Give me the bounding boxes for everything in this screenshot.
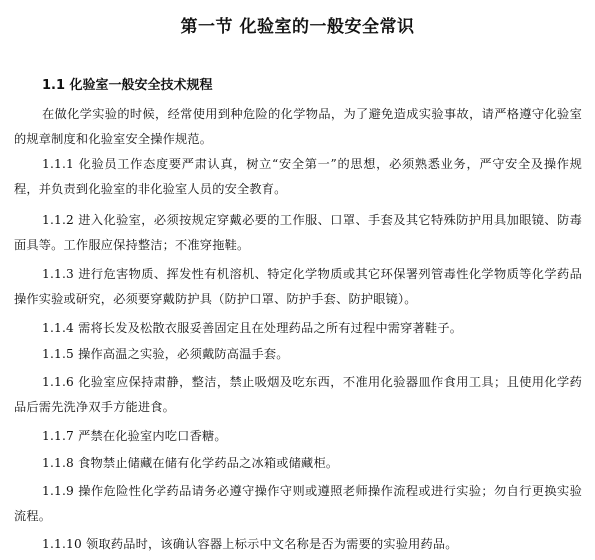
rule-1-1-8: 1.1.8 食物禁止储藏在储有化学药品之冰箱或储藏柜。 (42, 456, 339, 470)
rule-1-1-10: 1.1.10 领取药品时，该确认容器上标示中文名称是否为需要的实验用药品。 (42, 537, 458, 551)
rule-1-1-9: 1.1.9 操作危险性化学药品请务必遵守操作守则或遵照老师操作流程或进行实验；勿自行更换实验流程。 (14, 484, 582, 523)
rule-1-1-1: 1.1.1 化验员工作态度要严肃认真，树立“安全第一”的思想，必须熟悉业务，严守安全及操作规程，并负责到化验室的非化验室人员的安全教育。 (14, 157, 582, 196)
section-heading: 1.1 化验室一般安全技术规程 (42, 78, 213, 93)
rule-1-1-6: 1.1.6 化验室应保持肃静，整洁，禁止吸烟及吃东西，不准用化验器皿作食用工具；且使用化学药品后需先洗净双手方能进食。 (14, 375, 582, 414)
rule-1-1-5: 1.1.5 操作高温之实验，必须戴防高温手套。 (42, 347, 289, 361)
page-title: 第一节 化验室的一般安全常识 (180, 17, 415, 37)
intro-paragraph: 在做化学实验的时候，经常使用到种危险的化学物品，为了避免造成实验事故，请严格遵守化验室的规章制度和化验室安全操作规范。 (14, 107, 582, 146)
rule-1-1-3: 1.1.3 进行危害物质、挥发性有机溶机、特定化学物质或其它环保署列管毒性化学物质等化学药品操作实验或研究，必须要穿戴防护具（防护口罩、防护手套、防护眼镜）。 (14, 267, 582, 306)
rule-1-1-7: 1.1.7 严禁在化验室内吃口香糖。 (42, 429, 227, 443)
rule-1-1-2: 1.1.2 进入化验室，必须按规定穿戴必要的工作服、口罩、手套及其它特殊防护用具加眼镜、防毒面具等。工作服应保持整洁；不准穿拖鞋。 (14, 213, 582, 252)
rule-1-1-4: 1.1.4 需将长发及松散衣服妥善固定且在处理药品之所有过程中需穿著鞋子。 (42, 321, 463, 335)
